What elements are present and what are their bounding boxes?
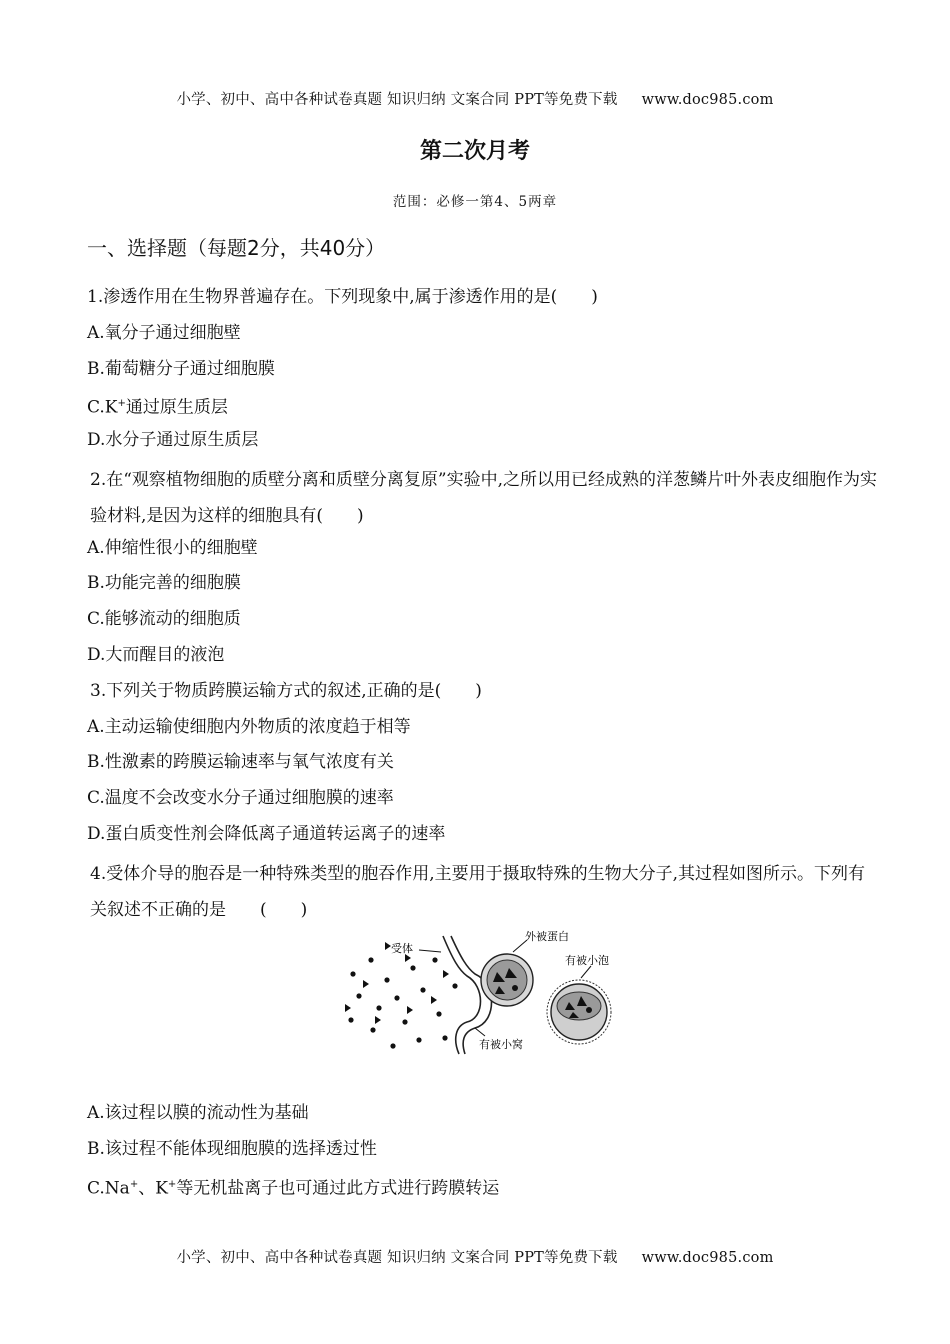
page-footer xyxy=(0,1246,950,1267)
ligand-dots xyxy=(348,958,457,1049)
option-d: D.大而醒目的液泡 xyxy=(87,644,225,665)
option-d: D.蛋白质变性剂会降低离子通道转运离子的速率 xyxy=(87,823,446,844)
endocytosis-diagram xyxy=(335,930,635,1056)
option-c: C.能够流动的细胞质 xyxy=(87,609,241,630)
superscript: + xyxy=(129,1178,139,1190)
footer-site[interactable]: www.doc985.com xyxy=(641,1250,774,1266)
label-coat-protein: 外被蛋白 xyxy=(525,930,569,944)
leader-line xyxy=(581,966,591,978)
question-list xyxy=(87,284,877,1208)
question-stem: 2.在“观察植物细胞的质壁分离和质壁分离复原”实验中,之所以用已经成熟的洋葱鳞片叶外表皮细胞作为实验材料,是因为这样的细胞具有( ) xyxy=(90,469,878,526)
superscript: + xyxy=(117,398,126,410)
option-b: B.该过程不能体现细胞膜的选择透过性 xyxy=(87,1139,377,1160)
option-c-text: 等无机盐离子也可通过此方式进行跨膜转运 xyxy=(176,1178,500,1199)
option-d: D.水分子通过原生质层 xyxy=(87,430,259,451)
option-c-text: 、K xyxy=(138,1178,168,1199)
header-site[interactable]: www.doc985.com xyxy=(641,92,774,108)
section-title: 一、选择题（每题2分，共40分） xyxy=(87,236,386,260)
option-a: A.该过程以膜的流动性为基础 xyxy=(87,1103,309,1124)
question-4 xyxy=(87,857,877,1208)
page-title: 第二次月考 xyxy=(419,139,530,164)
membrane-outer xyxy=(443,936,481,1054)
label-coated-pit: 有被小窝 xyxy=(479,1038,523,1052)
superscript: + xyxy=(167,1178,177,1190)
leader-line xyxy=(419,950,441,952)
option-c: C.温度不会改变水分子通过细胞膜的速率 xyxy=(87,788,394,809)
endocytosis-figure xyxy=(87,928,877,1100)
option-c xyxy=(87,391,877,427)
option-a: A.氧分子通过细胞壁 xyxy=(87,322,241,343)
leader-line xyxy=(475,1028,485,1036)
option-c-text: C.Na xyxy=(87,1178,130,1199)
question-stem: 3.下列关于物质跨膜运输方式的叙述,正确的是( ) xyxy=(90,680,482,701)
option-b: B.葡萄糖分子通过细胞膜 xyxy=(87,358,275,379)
option-c-text: 通过原生质层 xyxy=(125,398,228,419)
page-subtitle: 范围：必修一第4、5两章 xyxy=(392,194,558,210)
label-receptor: 受体 xyxy=(391,942,413,956)
option-a: A.伸缩性很小的细胞壁 xyxy=(87,537,258,558)
question-stem: 1.渗透作用在生物界普遍存在。下列现象中,属于渗透作用的是( ) xyxy=(87,287,598,307)
question-2 xyxy=(87,463,877,678)
question-3 xyxy=(87,678,877,857)
coated-pit-lumen xyxy=(487,960,527,1000)
footer-text: 小学、初中、高中各种试卷真题 知识归纳 文案合同 PPT等免费下载 xyxy=(176,1250,618,1266)
option-a: A.主动运输使细胞内外物质的浓度趋于相等 xyxy=(87,716,411,737)
option-b: B.性激素的跨膜运输速率与氧气浓度有关 xyxy=(87,752,394,773)
label-coated-vesicle: 有被小泡 xyxy=(565,954,609,968)
header-text: 小学、初中、高中各种试卷真题 知识归纳 文案合同 PPT等免费下载 xyxy=(176,92,618,108)
option-b: B.功能完善的细胞膜 xyxy=(87,573,241,594)
option-c-text: C.K xyxy=(87,398,118,419)
question-stem: 4.受体介导的胞吞是一种特殊类型的胞吞作用,主要用于摄取特殊的生物大分子,其过程如图所示。下列有关叙述不正确的是 ( ) xyxy=(90,863,866,920)
question-1 xyxy=(87,284,877,463)
page-header xyxy=(0,88,950,109)
option-c xyxy=(87,1172,877,1208)
